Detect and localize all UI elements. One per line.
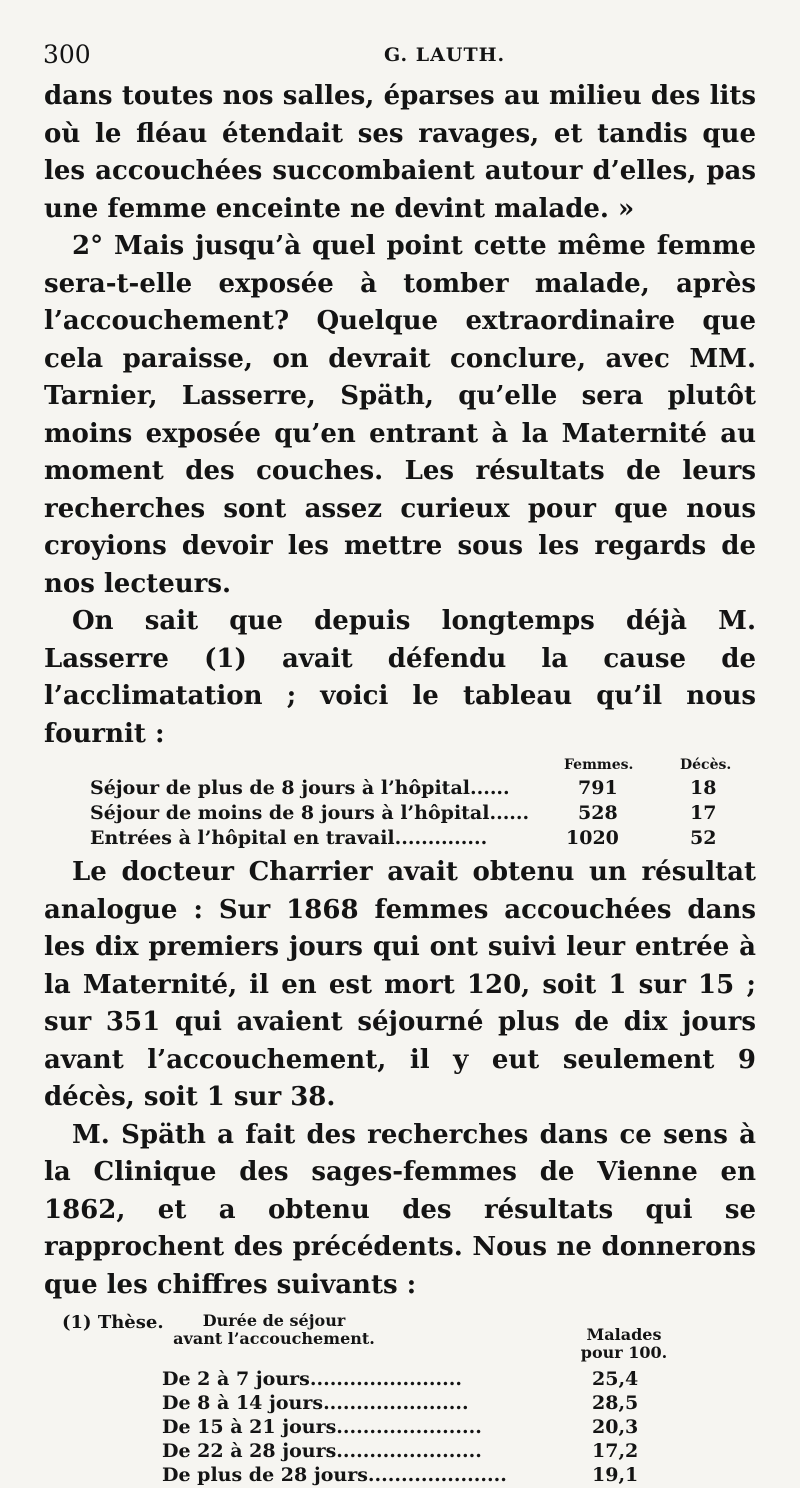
table-row [44, 1392, 756, 1416]
row-label: Séjour de plus de 8 jours à l’hôpital...... [90, 777, 510, 799]
table-row [44, 1368, 756, 1392]
col-deces-header: Décès. [680, 757, 732, 773]
paragraph-3: On sait que depuis longtemps déjà M. Lasserre (1) avait défendu la cause de l’acclimatation ; voici le tableau qu’il nous fournit : [44, 606, 756, 749]
paragraph-1: dans toutes nos salles, éparses au milieu des lits où le fléau étendait ses ravages, et tandis que les accouchées succombaient autour d’elles, pas une femme enceinte ne devint malade. » [44, 81, 756, 224]
row-label: De 15 à 21 jours...................... [162, 1416, 482, 1438]
table-row [44, 1440, 756, 1464]
paragraph-4: Le docteur Charrier avait obtenu un résultat analogue : Sur 1868 femmes accouchées dans les dix premiers jours qui ont suivi leur entrée à la Maternité, il en est mort 120, soit 1 sur 15 ; sur 351 qui avaient séjourné plus de dix jours avant l’accouchement, il y eut seulement 9 décès, soit 1 sur 38. [44, 857, 756, 1112]
lasserre-table-header [44, 757, 756, 777]
table-row [44, 1464, 756, 1488]
row-value: 17,2 [592, 1440, 639, 1462]
row-deces: 17 [690, 802, 717, 824]
row-deces: 18 [690, 777, 717, 799]
row-label: De 2 à 7 jours....................... [162, 1368, 462, 1390]
row-value: 25,4 [592, 1368, 639, 1390]
col-duree-header [164, 1312, 384, 1348]
paragraph-2: 2° Mais jusqu’à quel point cette même femme sera-t-elle exposée à tomber malade, après l’accouchement? Quelque extraordinaire que cela paraisse, on devrait conclure, avec MM. Tarnier, Lasserre, Späth, qu’elle sera plutôt moins exposée qu’en entrant à la Maternité au moment des couches. Les résultats de leurs recherches sont assez curieux pour que nous croyions devoir les mettre sous les regards de nos lecteurs. [44, 231, 756, 599]
spath-table [44, 1312, 756, 1488]
page-header [40, 40, 760, 72]
col-femmes-header: Femmes. [564, 757, 634, 773]
col-duree-line-2: avant l’accouchement. [173, 1329, 375, 1348]
row-femmes: 528 [578, 802, 618, 824]
table-row [44, 802, 756, 827]
col-malades-line-1: Malades [586, 1325, 662, 1344]
table-row [44, 777, 756, 802]
table-row [44, 827, 756, 852]
row-label: Séjour de moins de 8 jours à l’hôpital...... [90, 802, 530, 824]
row-label: De 8 à 14 jours...................... [162, 1392, 469, 1414]
paragraph-5: M. Späth a fait des recherches dans ce sens à la Clinique des sages-femmes de Vienne en 1862, et a obtenu des résultats qui se rapprochent des précédents. Nous ne donnerons que les chiffres suivants : [44, 1119, 756, 1300]
row-deces: 52 [690, 827, 717, 849]
page-body [44, 78, 756, 1488]
footnote: (1) Thèse. [62, 1312, 164, 1333]
row-femmes: 1020 [566, 827, 619, 849]
row-label: Entrées à l’hôpital en travail.............. [90, 827, 488, 849]
lasserre-table [44, 757, 756, 852]
col-malades-header [574, 1326, 674, 1362]
row-value: 28,5 [592, 1392, 639, 1414]
row-femmes: 791 [578, 777, 618, 799]
col-malades-line-2: pour 100. [580, 1343, 668, 1362]
col-duree-line-1: Durée de séjour [202, 1311, 346, 1330]
page-number: 300 [43, 40, 91, 69]
row-value: 20,3 [592, 1416, 639, 1438]
row-label: De plus de 28 jours..................... [162, 1464, 507, 1486]
row-label: De 22 à 28 jours...................... [162, 1440, 482, 1462]
table-row [44, 1416, 756, 1440]
row-value: 19,1 [592, 1464, 639, 1486]
running-head: G. LAUTH. [384, 44, 506, 66]
